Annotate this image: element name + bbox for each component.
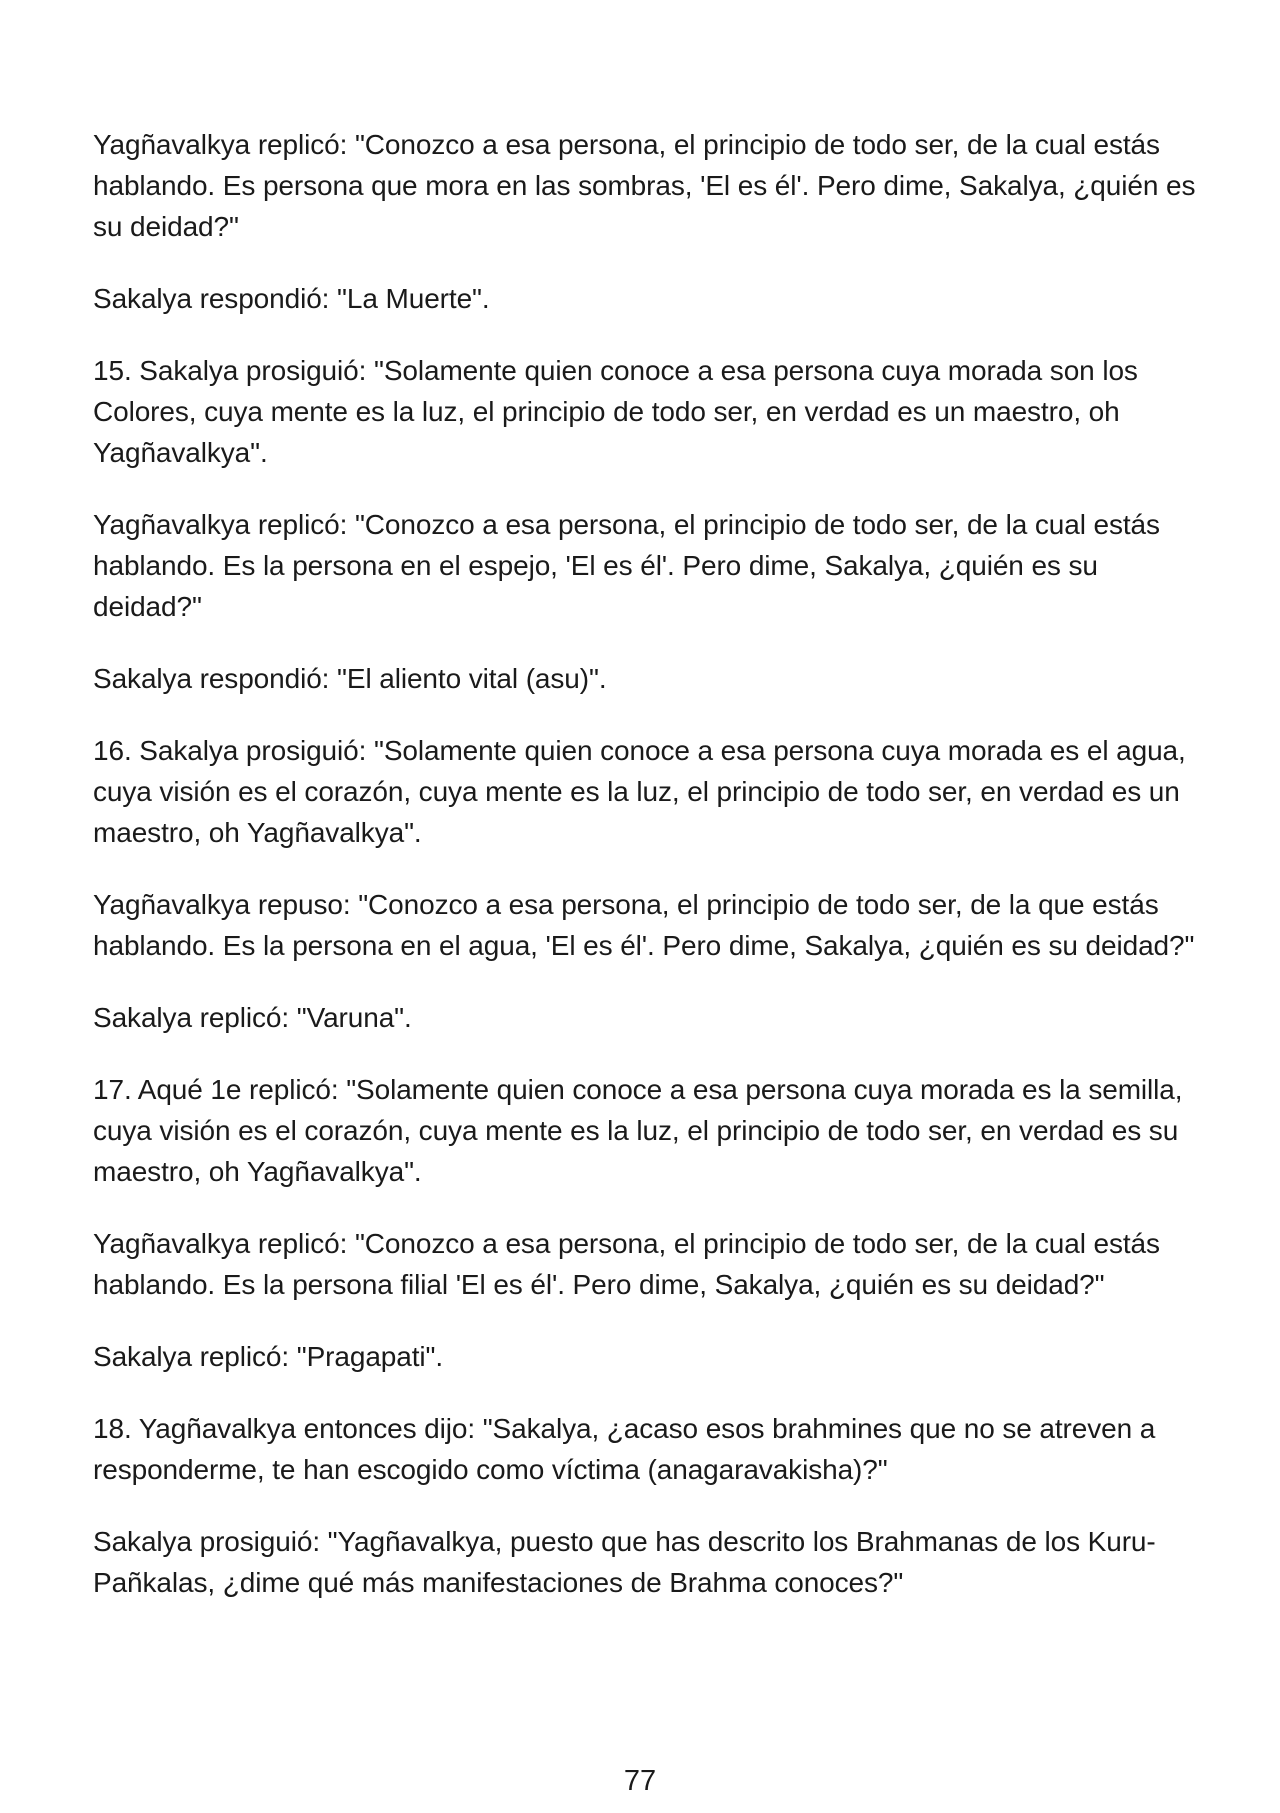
paragraph-11: Sakalya replicó: "Pragapati".	[93, 1341, 444, 1372]
paragraph-9: 17. Aqué 1e replicó: "Solamente quien conoce a esa persona cuya morada es la semilla, cuya visión es el corazón, cuya mente es la luz, el principio de todo ser, en verdad es su maestro, oh Yagñavalkya".	[93, 1074, 1183, 1187]
paragraph-12: 18. Yagñavalkya entonces dijo: "Sakalya, ¿acaso esos brahmines que no se atreven a responderme, te han escogido como víctima (anagaravakisha)?"	[93, 1413, 1156, 1485]
paragraph-10: Yagñavalkya replicó: "Conozco a esa persona, el principio de todo ser, de la cual estás hablando. Es la persona filial 'El es él'. Pero dime, Sakalya, ¿quién es su deidad?"	[93, 1228, 1160, 1300]
paragraph-8: Sakalya replicó: "Varuna".	[93, 1002, 412, 1033]
page-number: 77	[623, 1765, 657, 1797]
page-body	[93, 124, 1203, 1634]
paragraph-1: Yagñavalkya replicó: "Conozco a esa persona, el principio de todo ser, de la cual estás hablando. Es persona que mora en las sombras, 'El es él'. Pero dime, Sakalya, ¿quién es su deidad?"	[93, 129, 1196, 242]
paragraph-3: 15. Sakalya prosiguió: "Solamente quien conoce a esa persona cuya morada son los Colores, cuya mente es la luz, el principio de todo ser, en verdad es un maestro, oh Yagñavalkya".	[93, 355, 1138, 468]
paragraph-6: 16. Sakalya prosiguió: "Solamente quien conoce a esa persona cuya morada es el agua, cuya visión es el corazón, cuya mente es la luz, el principio de todo ser, en verdad es un maestro, oh Yagñavalkya".	[93, 735, 1186, 848]
paragraph-7: Yagñavalkya repuso: "Conozco a esa persona, el principio de todo ser, de la que estás hablando. Es la persona en el agua, 'El es él'. Pero dime, Sakalya, ¿quién es su deidad?"	[93, 889, 1195, 961]
paragraph-2: Sakalya respondió: "La Muerte".	[93, 283, 490, 314]
paragraph-4: Yagñavalkya replicó: "Conozco a esa persona, el principio de todo ser, de la cual estás hablando. Es la persona en el espejo, 'El es él'. Pero dime, Sakalya, ¿quién es su deidad?"	[93, 509, 1160, 622]
paragraph-5: Sakalya respondió: "El aliento vital (asu)".	[93, 663, 607, 694]
paragraph-13: Sakalya prosiguió: "Yagñavalkya, puesto que has descrito los Brahmanas de los Kuru-Pañkalas, ¿dime qué más manifestaciones de Brahma conoces?"	[93, 1526, 1156, 1598]
